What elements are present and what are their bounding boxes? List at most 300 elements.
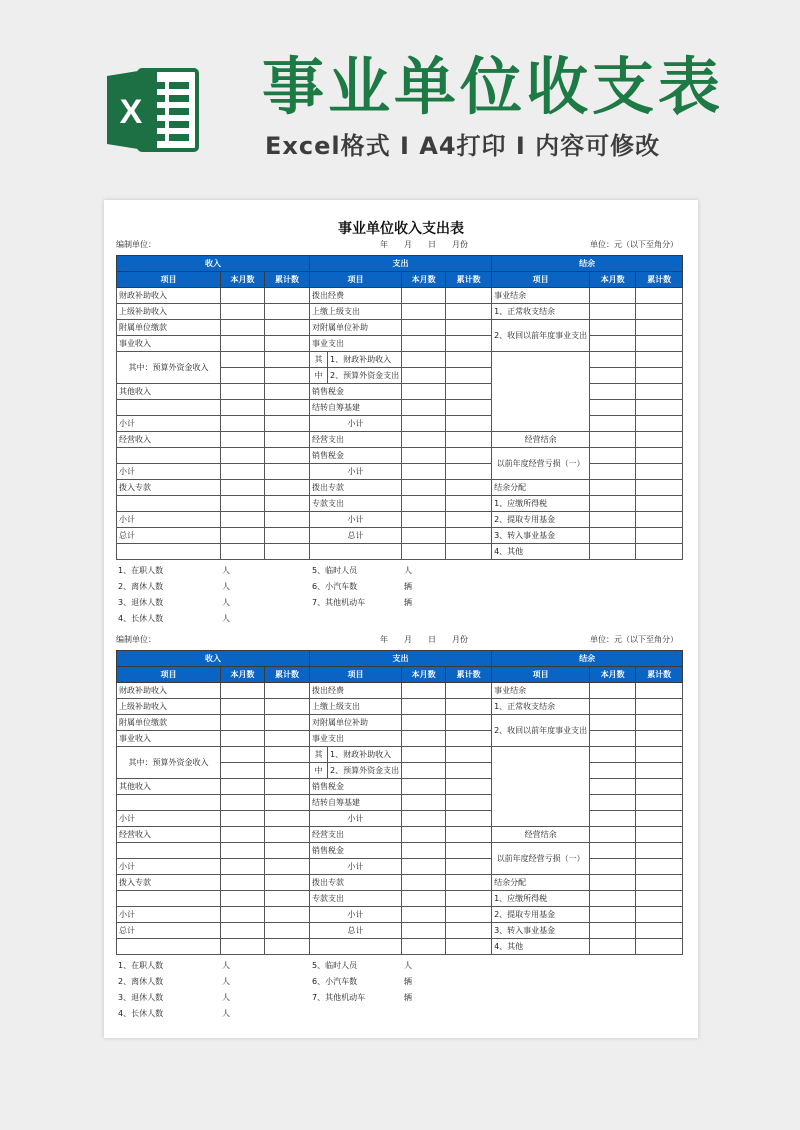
cell-value[interactable]	[446, 544, 492, 560]
cell-value[interactable]	[402, 923, 446, 939]
cell-value[interactable]	[590, 827, 636, 843]
cell-value[interactable]	[265, 859, 310, 875]
cell-value[interactable]	[265, 304, 310, 320]
cell-value[interactable]	[636, 384, 683, 400]
cell-value[interactable]	[590, 747, 636, 763]
staff-row	[116, 597, 456, 613]
cell-value[interactable]	[265, 731, 310, 747]
staff-unit: 人	[222, 977, 230, 986]
cell-label: 销售税金	[310, 779, 402, 795]
table-row	[117, 448, 683, 464]
cell-value[interactable]	[590, 496, 636, 512]
cell-value[interactable]	[590, 480, 636, 496]
cell-value[interactable]	[446, 320, 492, 336]
cell-value[interactable]	[446, 416, 492, 432]
cell-value[interactable]	[117, 891, 221, 907]
cell-value[interactable]	[636, 304, 683, 320]
cell-value[interactable]	[221, 304, 265, 320]
cell-value[interactable]	[265, 779, 310, 795]
cell-value[interactable]	[446, 763, 492, 779]
cell-label: 中	[310, 763, 328, 779]
cell-value[interactable]	[402, 512, 446, 528]
cell-value[interactable]	[636, 763, 683, 779]
cell-value[interactable]	[117, 448, 221, 464]
period-label: 年 月 日 月份	[380, 635, 468, 644]
staff-unit: 人	[222, 961, 230, 970]
cell-value[interactable]	[590, 400, 636, 416]
cell-value[interactable]	[590, 512, 636, 528]
cell-value[interactable]	[402, 843, 446, 859]
cell-value[interactable]	[636, 683, 683, 699]
cell-value[interactable]	[446, 336, 492, 352]
cell-value[interactable]	[402, 731, 446, 747]
cell-value[interactable]	[590, 320, 636, 336]
cell-value[interactable]	[402, 811, 446, 827]
cell-value[interactable]	[265, 416, 310, 432]
table-row	[117, 731, 683, 747]
cell-label: 小计	[310, 464, 402, 480]
cell-value[interactable]	[402, 304, 446, 320]
cell-value[interactable]	[402, 827, 446, 843]
cell-value[interactable]	[221, 715, 265, 731]
cell-value[interactable]	[446, 368, 492, 384]
cell-value[interactable]	[265, 368, 310, 384]
cell-value[interactable]	[265, 891, 310, 907]
cell-value[interactable]	[221, 907, 265, 923]
cell-value[interactable]	[446, 875, 492, 891]
cell-value[interactable]	[636, 512, 683, 528]
cell-value[interactable]	[446, 448, 492, 464]
cell-value[interactable]	[221, 544, 265, 560]
cell-value[interactable]	[636, 795, 683, 811]
cell-label: 小计	[117, 907, 221, 923]
cell-label: 1、应缴所得税	[492, 891, 590, 907]
cell-value[interactable]	[446, 859, 492, 875]
cell-value[interactable]	[402, 384, 446, 400]
cell-value[interactable]	[492, 747, 590, 827]
cell-value[interactable]	[221, 747, 265, 763]
cell-value[interactable]	[636, 747, 683, 763]
cell-value[interactable]	[446, 907, 492, 923]
cell-value[interactable]	[265, 512, 310, 528]
cell-value[interactable]	[446, 795, 492, 811]
cell-value[interactable]	[221, 939, 265, 955]
cell-value[interactable]	[402, 939, 446, 955]
cell-value[interactable]	[402, 715, 446, 731]
cell-value[interactable]	[221, 528, 265, 544]
cell-value[interactable]	[636, 891, 683, 907]
cell-label: 财政补助收入	[117, 683, 221, 699]
cell-value[interactable]	[446, 715, 492, 731]
cell-value[interactable]	[636, 715, 683, 731]
cell-value[interactable]	[402, 544, 446, 560]
cell-value[interactable]	[265, 288, 310, 304]
staff-summary	[116, 565, 456, 629]
table-row	[117, 304, 683, 320]
cell-value[interactable]	[117, 400, 221, 416]
staff-summary	[116, 960, 456, 1024]
cell-value[interactable]	[590, 416, 636, 432]
cell-value[interactable]	[446, 779, 492, 795]
cell-value[interactable]	[446, 432, 492, 448]
cell-value[interactable]	[446, 304, 492, 320]
cell-value[interactable]	[221, 416, 265, 432]
cell-value[interactable]	[446, 699, 492, 715]
cell-value[interactable]	[402, 336, 446, 352]
cell-label: 2、预算外资金支出	[328, 368, 402, 384]
cell-value[interactable]	[402, 480, 446, 496]
cell-value[interactable]	[446, 731, 492, 747]
cell-value[interactable]	[636, 352, 683, 368]
cell-value[interactable]	[636, 448, 683, 464]
cell-value[interactable]	[221, 891, 265, 907]
staff-unit: 人	[222, 1009, 230, 1018]
table-row	[117, 907, 683, 923]
cell-value[interactable]	[590, 779, 636, 795]
cell-value[interactable]	[265, 528, 310, 544]
staff-label-2: 6、小汽车数	[312, 977, 358, 986]
cell-value[interactable]	[590, 891, 636, 907]
table-row	[117, 528, 683, 544]
cell-value[interactable]	[446, 464, 492, 480]
cell-value[interactable]	[265, 827, 310, 843]
cell-value[interactable]	[402, 699, 446, 715]
cell-value[interactable]	[636, 779, 683, 795]
cell-value[interactable]	[402, 683, 446, 699]
cell-value[interactable]	[221, 480, 265, 496]
cell-value[interactable]	[221, 763, 265, 779]
cell-value[interactable]	[221, 811, 265, 827]
cell-value[interactable]	[636, 731, 683, 747]
cell-value[interactable]	[221, 512, 265, 528]
cell-value[interactable]	[446, 843, 492, 859]
cell-value[interactable]	[636, 875, 683, 891]
staff-row	[116, 581, 456, 597]
cell-value[interactable]	[265, 464, 310, 480]
cell-label: 小计	[310, 416, 402, 432]
staff-row	[116, 613, 456, 629]
cell-value[interactable]	[446, 352, 492, 368]
cell-value[interactable]	[221, 923, 265, 939]
cell-value[interactable]	[221, 779, 265, 795]
cell-value[interactable]	[636, 544, 683, 560]
cell-value[interactable]	[265, 544, 310, 560]
cell-value[interactable]	[265, 432, 310, 448]
cell-value[interactable]	[492, 352, 590, 432]
cell-value[interactable]	[265, 699, 310, 715]
cell-value[interactable]	[636, 811, 683, 827]
staff-row	[116, 976, 456, 992]
staff-unit: 人	[222, 993, 230, 1002]
staff-row	[116, 992, 456, 1008]
cell-value[interactable]	[636, 923, 683, 939]
cell-value[interactable]	[402, 907, 446, 923]
staff-row	[116, 1008, 456, 1024]
cell-value[interactable]	[446, 480, 492, 496]
cell-value[interactable]	[402, 448, 446, 464]
cell-value[interactable]	[402, 464, 446, 480]
staff-unit: 人	[222, 614, 230, 623]
cell-value[interactable]	[636, 699, 683, 715]
staff-label: 4、长休人数	[118, 614, 164, 623]
cell-value[interactable]	[636, 528, 683, 544]
cell-value[interactable]	[221, 368, 265, 384]
cell-label: 总计	[310, 923, 402, 939]
cell-label: 项目	[492, 272, 590, 288]
cell-value[interactable]	[590, 843, 636, 859]
cell-label: 小计	[310, 859, 402, 875]
cell-value[interactable]	[636, 827, 683, 843]
cell-value[interactable]	[590, 528, 636, 544]
cell-value[interactable]	[265, 384, 310, 400]
cell-value[interactable]	[310, 544, 402, 560]
cell-value[interactable]	[402, 747, 446, 763]
table-row	[117, 843, 683, 859]
cell-value[interactable]	[590, 352, 636, 368]
cell-value[interactable]	[590, 763, 636, 779]
cell-value[interactable]	[446, 288, 492, 304]
cell-value[interactable]	[221, 464, 265, 480]
staff-label: 1、在职人数	[118, 961, 164, 970]
cell-value[interactable]	[446, 747, 492, 763]
cell-value[interactable]	[265, 448, 310, 464]
cell-label: 其中：预算外资金收入	[117, 747, 221, 779]
cell-value[interactable]	[402, 528, 446, 544]
cell-value[interactable]	[402, 288, 446, 304]
cell-value[interactable]	[265, 811, 310, 827]
cell-value[interactable]	[265, 923, 310, 939]
cell-label: 本月数	[590, 667, 636, 683]
cell-label: 1、财政补助收入	[328, 747, 402, 763]
cell-value[interactable]	[590, 875, 636, 891]
cell-value[interactable]	[636, 859, 683, 875]
cell-value[interactable]	[446, 939, 492, 955]
table-row	[117, 496, 683, 512]
cell-value[interactable]	[590, 699, 636, 715]
cell-value[interactable]	[265, 875, 310, 891]
cell-label: 收入	[117, 651, 310, 667]
table-row	[117, 512, 683, 528]
cell-label: 经营收入	[117, 432, 221, 448]
cell-value[interactable]	[265, 715, 310, 731]
cell-value[interactable]	[265, 795, 310, 811]
staff-label-2: 5、临时人员	[312, 961, 358, 970]
cell-value[interactable]	[402, 368, 446, 384]
cell-value[interactable]	[590, 384, 636, 400]
table-row	[117, 811, 683, 827]
cell-label: 事业收入	[117, 731, 221, 747]
cell-value[interactable]	[221, 827, 265, 843]
cell-label: 结余	[492, 651, 683, 667]
staff-label-2: 7、其他机动车	[312, 993, 366, 1002]
cell-value[interactable]	[590, 939, 636, 955]
cell-value[interactable]	[636, 336, 683, 352]
cell-value[interactable]	[590, 336, 636, 352]
cell-value[interactable]	[221, 336, 265, 352]
cell-label: 3、转入事业基金	[492, 923, 590, 939]
cell-value[interactable]	[446, 891, 492, 907]
cell-value[interactable]	[402, 496, 446, 512]
cell-value[interactable]	[221, 795, 265, 811]
table-row	[117, 416, 683, 432]
cell-value[interactable]	[636, 939, 683, 955]
staff-label: 4、长休人数	[118, 1009, 164, 1018]
cell-label: 累计数	[636, 667, 683, 683]
cell-label: 专款支出	[310, 496, 402, 512]
cell-value[interactable]	[402, 779, 446, 795]
cell-value[interactable]	[265, 496, 310, 512]
cell-label: 上缴上级支出	[310, 699, 402, 715]
cell-value[interactable]	[636, 288, 683, 304]
cell-value[interactable]	[636, 432, 683, 448]
cell-value[interactable]	[117, 544, 221, 560]
cell-value[interactable]	[221, 448, 265, 464]
income-expense-table-2	[116, 650, 683, 955]
cell-value[interactable]	[636, 480, 683, 496]
cell-value[interactable]	[265, 747, 310, 763]
cell-value[interactable]	[590, 731, 636, 747]
table-row	[117, 320, 683, 336]
cell-value[interactable]	[265, 843, 310, 859]
cell-label: 2、收回以前年度事业支出	[492, 715, 590, 747]
cell-label: 事业支出	[310, 336, 402, 352]
cell-value[interactable]	[402, 875, 446, 891]
cell-value[interactable]	[221, 432, 265, 448]
unit-label: 单位：元（以下至角分）	[590, 240, 678, 249]
cell-value[interactable]	[590, 859, 636, 875]
cell-value[interactable]	[636, 464, 683, 480]
cell-value[interactable]	[636, 320, 683, 336]
cell-value[interactable]	[221, 352, 265, 368]
cell-value[interactable]	[402, 320, 446, 336]
cell-value[interactable]	[265, 320, 310, 336]
cell-value[interactable]	[402, 432, 446, 448]
cell-value[interactable]	[402, 763, 446, 779]
cell-value[interactable]	[221, 859, 265, 875]
cell-value[interactable]	[446, 811, 492, 827]
group-header-row	[117, 651, 683, 667]
cell-value[interactable]	[590, 432, 636, 448]
cell-value[interactable]	[636, 843, 683, 859]
cell-value[interactable]	[221, 496, 265, 512]
cell-value[interactable]	[402, 891, 446, 907]
cell-value[interactable]	[590, 288, 636, 304]
cell-value[interactable]	[402, 400, 446, 416]
cell-label: 事业结余	[492, 288, 590, 304]
cell-value[interactable]	[221, 320, 265, 336]
cell-value[interactable]	[221, 843, 265, 859]
table-row	[117, 715, 683, 731]
cell-value[interactable]	[446, 923, 492, 939]
cell-label: 拨出专款	[310, 480, 402, 496]
cell-label: 结余分配	[492, 480, 590, 496]
cell-value[interactable]	[590, 448, 636, 464]
cell-value[interactable]	[590, 544, 636, 560]
cell-value[interactable]	[221, 384, 265, 400]
cell-value[interactable]	[402, 795, 446, 811]
cell-value[interactable]	[265, 480, 310, 496]
cell-value[interactable]	[590, 464, 636, 480]
cell-value[interactable]	[265, 400, 310, 416]
cell-label: 对附属单位补助	[310, 715, 402, 731]
cell-value[interactable]	[221, 731, 265, 747]
cell-label: 拨入专款	[117, 875, 221, 891]
cell-label: 拨入专款	[117, 480, 221, 496]
cell-value[interactable]	[446, 683, 492, 699]
cell-value[interactable]	[265, 763, 310, 779]
cell-value[interactable]	[636, 496, 683, 512]
cell-label: 小计	[117, 859, 221, 875]
table-row	[117, 939, 683, 955]
cell-label: 附属单位缴款	[117, 715, 221, 731]
staff-row	[116, 565, 456, 581]
cell-label: 项目	[310, 667, 402, 683]
cell-value[interactable]	[265, 352, 310, 368]
cell-value[interactable]	[117, 843, 221, 859]
cell-value[interactable]	[221, 400, 265, 416]
table-row	[117, 891, 683, 907]
cell-value[interactable]	[446, 384, 492, 400]
cell-label: 财政补助收入	[117, 288, 221, 304]
cell-label: 项目	[117, 667, 221, 683]
cell-value[interactable]	[117, 939, 221, 955]
cell-value[interactable]	[265, 907, 310, 923]
cell-value[interactable]	[590, 811, 636, 827]
cell-value[interactable]	[590, 795, 636, 811]
cell-label: 累计数	[265, 667, 310, 683]
cell-value[interactable]	[221, 699, 265, 715]
cell-value[interactable]	[265, 683, 310, 699]
cell-value[interactable]	[310, 939, 402, 955]
cell-value[interactable]	[446, 528, 492, 544]
cell-value[interactable]	[117, 795, 221, 811]
cell-value[interactable]	[221, 288, 265, 304]
table-row	[117, 923, 683, 939]
cell-label: 附属单位缴款	[117, 320, 221, 336]
cell-value[interactable]	[636, 368, 683, 384]
cell-value[interactable]	[636, 400, 683, 416]
cell-value[interactable]	[590, 304, 636, 320]
cell-value[interactable]	[221, 875, 265, 891]
cell-value[interactable]	[221, 683, 265, 699]
document-page	[104, 200, 698, 1038]
cell-value[interactable]	[590, 715, 636, 731]
cell-value[interactable]	[590, 923, 636, 939]
cell-value[interactable]	[590, 368, 636, 384]
staff-unit: 人	[222, 582, 230, 591]
cell-value[interactable]	[636, 907, 683, 923]
cell-value[interactable]	[402, 859, 446, 875]
cell-value[interactable]	[446, 496, 492, 512]
cell-value[interactable]	[590, 907, 636, 923]
table-row	[117, 859, 683, 875]
cell-value[interactable]	[446, 827, 492, 843]
cell-value[interactable]	[590, 683, 636, 699]
cell-value[interactable]	[265, 336, 310, 352]
cell-value[interactable]	[636, 416, 683, 432]
cell-label: 专款支出	[310, 891, 402, 907]
banner-title: 事业单位收支表	[262, 50, 725, 123]
cell-value[interactable]	[117, 496, 221, 512]
cell-label: 小计	[310, 811, 402, 827]
cell-value[interactable]	[265, 939, 310, 955]
prepared-by-label: 编制单位：	[116, 240, 156, 249]
cell-value[interactable]	[446, 400, 492, 416]
cell-label: 经营支出	[310, 432, 402, 448]
cell-value[interactable]	[402, 352, 446, 368]
cell-value[interactable]	[402, 416, 446, 432]
cell-value[interactable]	[446, 512, 492, 528]
